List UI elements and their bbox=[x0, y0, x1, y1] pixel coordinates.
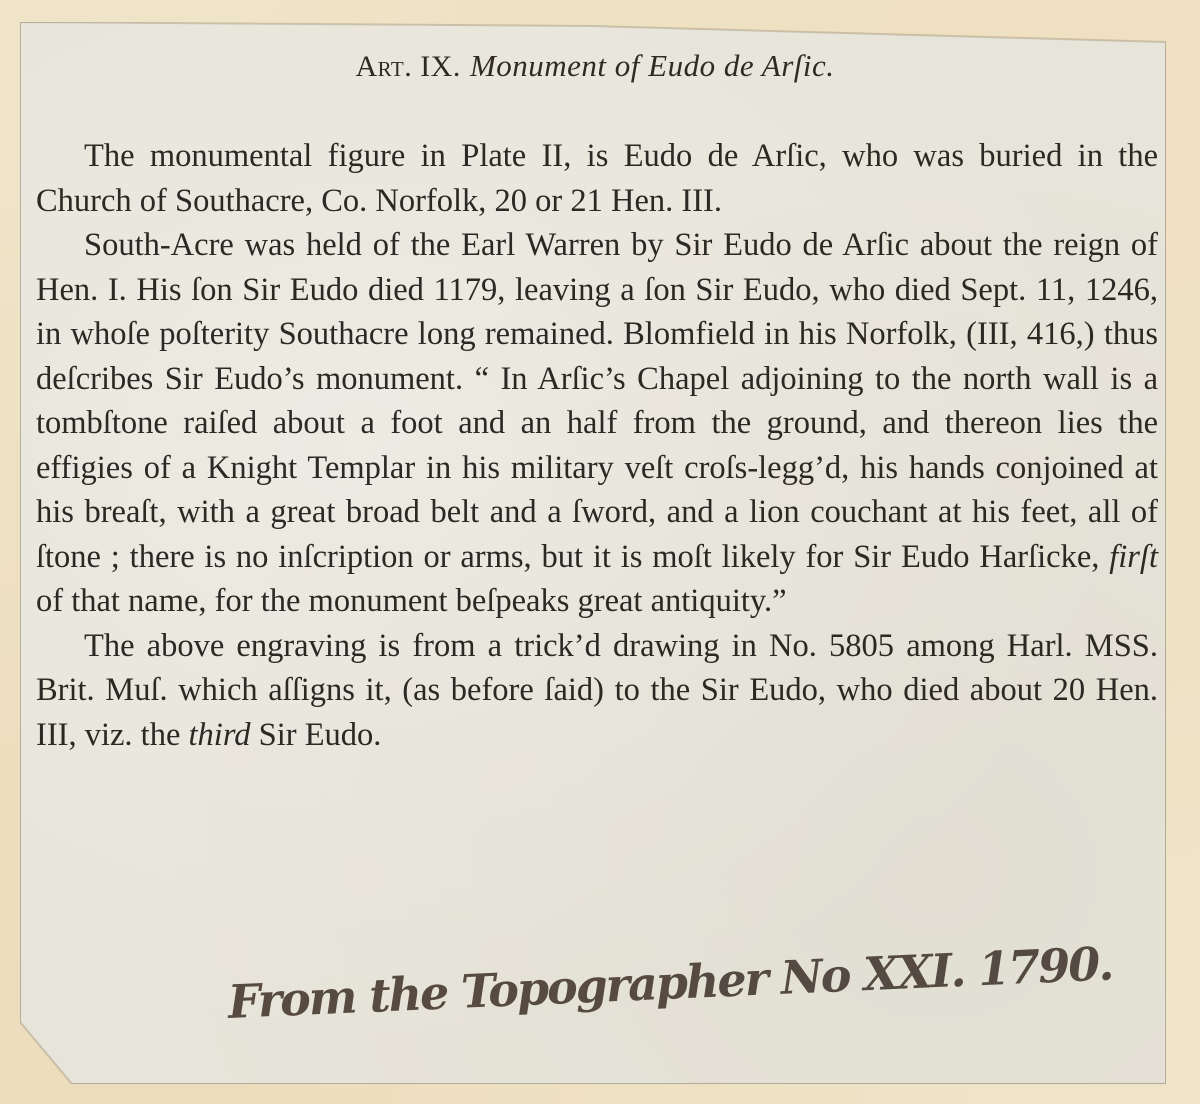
paragraph-text: Sir Eudo. bbox=[250, 716, 382, 753]
handwritten-inscription: From the Topographer No XXI. 1790. bbox=[226, 936, 1114, 1029]
article-heading: Monument of Eudo de Arſic. bbox=[469, 48, 835, 83]
paragraph-text: of that name, for the monument beſpeaks great antiquity.” bbox=[36, 583, 787, 619]
paragraph-text: The monumental figure in Plate II, is Eudo de Arſic, who was buried in the Church of Southacre, Co. Norfolk, 20 or 21 Hen. III. bbox=[36, 138, 1158, 219]
italic-word: third bbox=[188, 716, 251, 753]
italic-word: firſt bbox=[1109, 538, 1158, 575]
paragraph-text: The above engraving is from a trick’d drawing in No. 5805 among Harl. MSS. Brit. Muſ. which aſſigns it, (as before ſaid) to the Sir Eudo, who died about 20 Hen. III, viz. the bbox=[36, 627, 1158, 753]
article-number: Art. IX. bbox=[355, 50, 461, 83]
paragraph bbox=[36, 624, 1158, 758]
paragraph bbox=[36, 223, 1158, 624]
paragraph-text: South-Acre was held of the Earl Warren by Sir Eudo de Arſic about the reign of Hen. I. His ſon Sir Eudo died 1179, leaving a ſon Sir Eudo, who died Sept. 11, 1246, in whoſe poſterity Southacre long remained. Blomfield in his Norfolk, (III, 416,) thus deſcribes Sir Eudo’s monument. “ In Arſic’s Chapel adjoining to the north wall is a tombſtone raiſed about a foot and an half from the ground, and thereon lies the effigies of a Knight Templar in his military veſt croſs-legg’d, his hands conjoined at his breaſt, with a great broad belt and a ſword, and a lion couchant at his feet, all of ſtone ; there is no inſcription or arms, but it is moſt likely for Sir Eudo Harſicke, bbox=[36, 227, 1158, 575]
article-title bbox=[0, 48, 1190, 84]
paragraph bbox=[36, 134, 1158, 223]
article-body bbox=[36, 134, 1158, 757]
